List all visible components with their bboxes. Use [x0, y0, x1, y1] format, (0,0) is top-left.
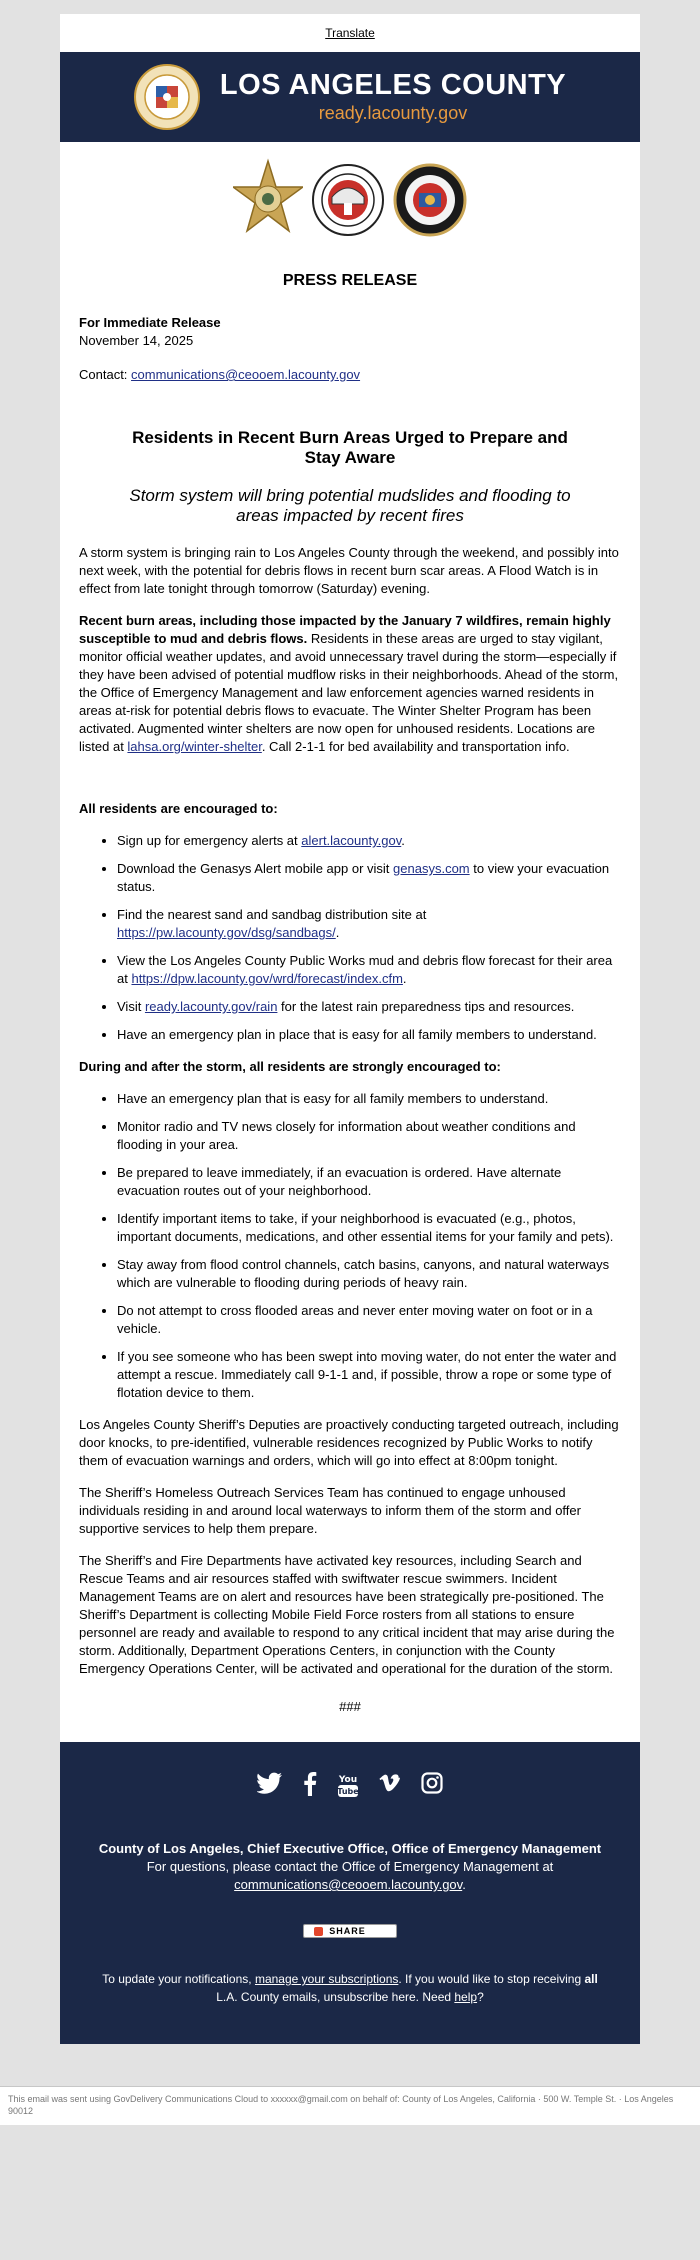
list-item [117, 998, 621, 1016]
list-item [117, 906, 621, 942]
ready-rain-link[interactable]: ready.lacounty.gov/rain [144, 999, 278, 1014]
share-label: SHARE [329, 1926, 366, 1936]
manage-subscriptions-link[interactable]: manage your subscriptions [254, 1972, 399, 1986]
youtube-icon[interactable] [337, 1772, 359, 1798]
twitter-icon[interactable] [257, 1772, 283, 1794]
list-item-text: to view your evacuation status. [117, 861, 610, 894]
list-item-text: . [401, 833, 405, 848]
list-item: • Stay away from flood control channels, catch basins, canyons, and natural waterways which are vulnerable to flooding during periods of heavy rain. [117, 1256, 621, 1292]
burn-areas-text: Residents in these areas are urged to stay vigilant, monitor official weather updates, and avoid unnecessary travel during the storm—especially if they have been advised of potential mudflow risks in their neighborhoods. Ahead of the storm, the Office of Emergency Management and law enforcement agencies warned residents in areas at-risk for potential debris flows to evacuate. The Winter Shelter Program has been activated. Augmented winter shelters are now open for unhoused residents. Locations are listed at [79, 631, 619, 754]
list-item: • Have an emergency plan in place that is easy for all family members to understand. [117, 1026, 621, 1044]
list-item-text: for the latest rain preparedness tips and resources. [277, 999, 575, 1014]
footer-update-text: To update your notifications, [102, 1972, 255, 1986]
email-card [60, 14, 640, 2044]
press-release-title: PRESS RELEASE [282, 272, 418, 289]
list-item: • Be prepared to leave immediately, if an evacuation is ordered. Have alternate evacuation routes out of your neighborhood. [117, 1164, 621, 1200]
contact-label: Contact: [79, 367, 128, 382]
fire-department-badge-icon [311, 157, 385, 243]
article-content [60, 314, 640, 1742]
share-button[interactable] [303, 1924, 397, 1938]
article-subheadline: Storm system will bring potential mudslides and flooding to areas impacted by recent fires [129, 486, 571, 525]
share-wrap [60, 1924, 640, 1938]
share-icon [314, 1927, 323, 1936]
county-banner [60, 52, 640, 142]
during-storm-list [79, 1090, 621, 1402]
paragraph-homeless-outreach: The Sheriff’s Homeless Outreach Services Team has continued to engage unhoused individuals residing in and around local waterways to inform them of the storm and offer supportive services to help them prepare. [79, 1485, 581, 1536]
burn-areas-end: . Call 2-1-1 for bed availability and transportation info. [261, 739, 570, 754]
list-item-text: . [335, 925, 340, 940]
footer [60, 1742, 640, 2044]
list-item-text: View the Los Angeles County Public Works mud and debris flow forecast for their area at [117, 953, 613, 986]
contact-line [79, 366, 621, 384]
govdelivery-disclaimer: This email was sent using GovDelivery Communications Cloud to xxxxxx@gmail.com on behalf of: County of Los Angeles, California · 500 W. Temple St. · Los Angeles 90012 [0, 2087, 700, 2125]
footer-email-period: . [462, 1877, 466, 1892]
sandbags-link[interactable]: https://pw.lacounty.gov/dsg/sandbags/ [117, 925, 336, 940]
list-item-text: Sign up for emergency alerts at [117, 833, 302, 848]
section-heading-during-storm: During and after the storm, all residents are strongly encouraged to: [79, 1059, 501, 1074]
list-item [117, 860, 621, 896]
oem-seal-icon [393, 157, 467, 243]
footer-all-word: all [584, 1972, 598, 1986]
section-heading-all-residents: All residents are encouraged to: [79, 801, 278, 816]
paragraph-resources: The Sheriff’s and Fire Departments have activated key resources, including Search and Rescue Teams and air resources staffed with swiftwater rescue swimmers. Incident Management Teams are on alert and resources have been strategically pre-positioned. The Sheriff’s Department is collecting Mobile Field Force rosters from all stations to ensure personnel are ready and available to respond to any critical incident that may arise during the storm. Additionally, Department Operations Centers, in conjunction with the County Emergency Operations Center, will be activated and operational for the duration of the storm. [79, 1553, 615, 1676]
footer-organization: County of Los Angeles, Chief Executive Office, Office of Emergency Management [98, 1841, 602, 1856]
list-item-text: . [402, 971, 407, 986]
all-residents-list [79, 832, 621, 1044]
alert-signup-link[interactable]: alert.lacounty.gov [301, 833, 402, 848]
list-item: • Have an emergency plan that is easy for all family members to understand. [117, 1090, 621, 1108]
help-link[interactable]: help [454, 1990, 478, 2004]
svg-text:You: You [338, 1775, 358, 1785]
footer-email-link[interactable]: communications@ceooem.lacounty.gov [234, 1877, 463, 1892]
sheriff-star-icon [233, 157, 303, 243]
social-links [60, 1772, 640, 1798]
list-item: • Identify important items to take, if your neighborhood is evacuated (e.g., photos, important documents, medications, and other essential items for your family and pets). [117, 1210, 621, 1246]
winter-shelter-link[interactable]: lahsa.org/winter-shelter [127, 739, 262, 754]
burn-areas-bold: Recent burn areas, including those impacted by the January 7 wildfires, remain highly susceptible to mud and debris flows. [79, 613, 611, 646]
facebook-icon[interactable] [303, 1772, 317, 1796]
svg-text:Tube: Tube [337, 1787, 359, 1796]
banner-subtitle: ready.lacounty.gov [318, 103, 468, 123]
debris-forecast-link[interactable]: https://dpw.lacounty.gov/wrd/forecast/index.cfm [131, 971, 403, 986]
footer-questions: For questions, please contact the Office of Emergency Management at [146, 1859, 554, 1874]
translate-bar [60, 14, 640, 52]
banner-title: LOS ANGELES COUNTY [219, 69, 567, 101]
list-item: • Do not attempt to cross flooded areas and never enter moving water on foot or in a vehicle. [117, 1302, 621, 1338]
footer-update-end: ? [477, 1990, 484, 2004]
footer-subscription-text [60, 1970, 640, 2006]
county-seal-icon [134, 64, 200, 130]
list-item [117, 832, 621, 850]
vimeo-icon[interactable] [379, 1772, 401, 1794]
list-item-text: Download the Genasys Alert mobile app or visit [117, 861, 394, 876]
list-item-text: Find the nearest sand and sandbag distribution site at [117, 907, 427, 922]
list-item: • Monitor radio and TV news closely for information about weather conditions and flooding in your area. [117, 1118, 621, 1154]
footer-update-post: L.A. County emails, unsubscribe here. Need [216, 1990, 455, 2004]
contact-email-link[interactable]: communications@ceooem.lacounty.gov [131, 367, 361, 382]
list-item-text: Visit [117, 999, 145, 1014]
paragraph-intro: A storm system is bringing rain to Los Angeles County through the weekend, and possibly into next week, with the potential for debris flows in recent burn scar areas. A Flood Watch is in effect from late tonight through tomorrow (Saturday) evening. [79, 545, 619, 596]
instagram-icon[interactable] [421, 1772, 443, 1794]
article-headline: Residents in Recent Burn Areas Urged to Prepare and Stay Aware [132, 428, 568, 467]
end-marker: ### [339, 1699, 361, 1714]
footer-email-line [60, 1876, 640, 1894]
list-item [117, 952, 621, 988]
paragraph-burn-areas [79, 612, 621, 756]
banner-text [220, 69, 566, 125]
agency-badges [60, 142, 640, 258]
release-label: For Immediate Release [79, 315, 221, 330]
list-item: • If you see someone who has been swept into moving water, do not enter the water and attempt a rescue. Immediately call 9-1-1 and, if possible, throw a rope or some type of flotation device to them. [117, 1348, 621, 1402]
footer-update-mid: . If you would like to stop receiving [398, 1972, 585, 1986]
genasys-link[interactable]: genasys.com [393, 861, 470, 876]
card-spacer [0, 2044, 700, 2086]
release-date: November 14, 2025 [79, 333, 194, 348]
paragraph-sheriff-outreach: Los Angeles County Sheriff’s Deputies are proactively conducting targeted outreach, including door knocks, to pre-identified, vulnerable residences recognized by Public Works to notify them of evacuation warnings and orders, which will go into effect at 8:00pm tonight. [79, 1417, 619, 1468]
translate-link[interactable]: Translate [325, 26, 375, 40]
